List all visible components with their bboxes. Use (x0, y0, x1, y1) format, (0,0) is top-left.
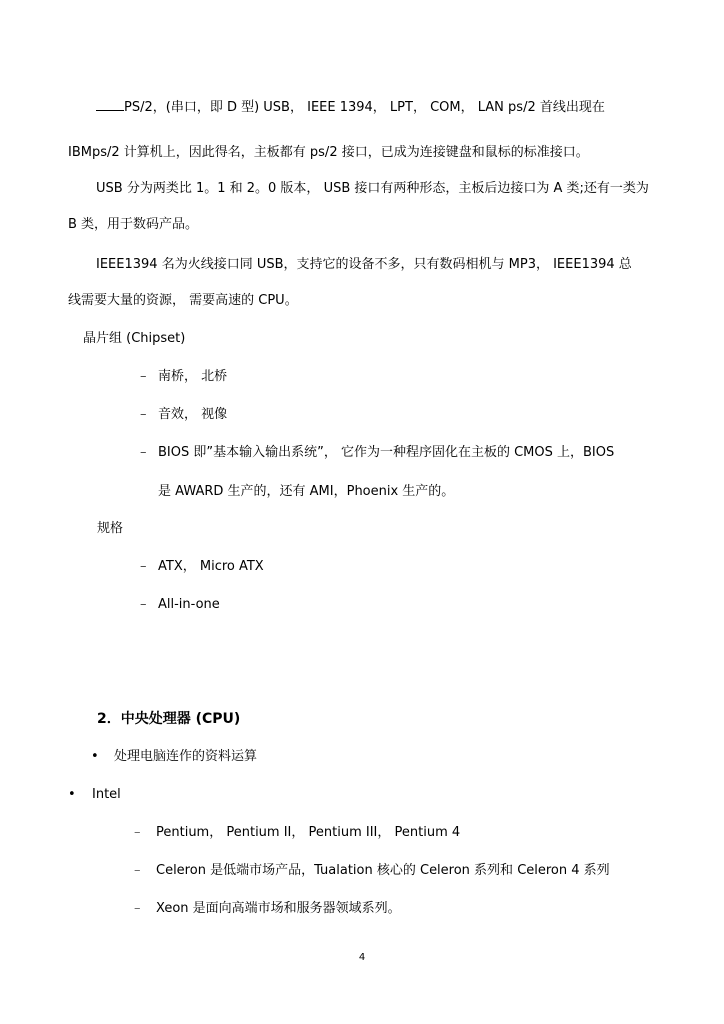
paragraph-line: IBMps/2 计算机上，因此得名，主板都有 ps/2 接口，已成为连接键盘和鼠标的标准接口。 (68, 145, 589, 160)
bullet-item-text: Intel (92, 787, 121, 802)
dash-marker: – (134, 901, 141, 916)
list-item (140, 596, 220, 614)
line-text: PS/2，(串口，即 D 型) USB， IEEE 1394， LPT， COM， LAN ps/2 首线出现在 (124, 100, 605, 115)
list-item-text: 南桥， 北桥 (158, 369, 228, 384)
paragraph-line: USB 分为两类比 1。1 和 2。0 版本， USB 接口有两种形态，主板后边接口为 A 类;还有一类为 (96, 181, 649, 196)
list-item-text: Celeron 是低端市场产品，Tualation 核心的 Celeron 系列和 Celeron 4 系列 (156, 863, 610, 878)
bullet-marker: • (68, 787, 76, 802)
list-item-text: Pentium， Pentium II， Pentium III， Pentium 4 (156, 825, 461, 840)
list-item-text: ATX， Micro ATX (158, 559, 264, 574)
paragraph-line (96, 98, 605, 117)
list-item (140, 558, 264, 576)
list-item (140, 368, 227, 386)
list-item-text: BIOS 即”基本输入输出系统”， 它作为一种程序固化在主板的 CMOS 上，BIOS (158, 445, 615, 460)
list-item-text: 音效， 视像 (158, 407, 228, 422)
bullet-item-text: 处理电脑连作的资料运算 (114, 749, 258, 764)
list-item-text: Xeon 是面向高端市场和服务器领域系列。 (156, 901, 401, 916)
dash-marker: – (134, 863, 141, 878)
dash-marker: – (140, 407, 147, 422)
page-number: 4 (358, 952, 366, 963)
bullet-marker: • (91, 749, 99, 764)
list-item-continuation: 是 AWARD 生产的，还有 AMI，Phoenix 生产的。 (158, 484, 455, 499)
dash-marker: – (134, 825, 141, 840)
list-item (140, 444, 614, 462)
list-item (134, 824, 460, 842)
section-label: 规格 (97, 521, 124, 536)
paragraph-line: IEEE1394 名为火线接口同 USB，支持它的设备不多，只有数码相机与 MP3， IEEE1394 总 (96, 257, 632, 272)
list-item (134, 862, 610, 880)
dash-marker: – (140, 445, 147, 460)
list-item (140, 406, 227, 424)
section-label: 晶片组 (Chipset) (83, 331, 186, 346)
fill-blank (96, 98, 124, 111)
list-item (134, 900, 401, 918)
dash-marker: – (140, 369, 147, 384)
dash-marker: – (140, 597, 147, 612)
section-heading: 2．中央处理器 (CPU) (97, 711, 241, 727)
paragraph-line: B 类，用于数码产品。 (68, 217, 199, 232)
dash-marker: – (140, 559, 147, 574)
list-item-text: All-in-one (158, 597, 220, 612)
paragraph-line: 线需要大量的资源， 需要高速的 CPU。 (68, 293, 298, 308)
